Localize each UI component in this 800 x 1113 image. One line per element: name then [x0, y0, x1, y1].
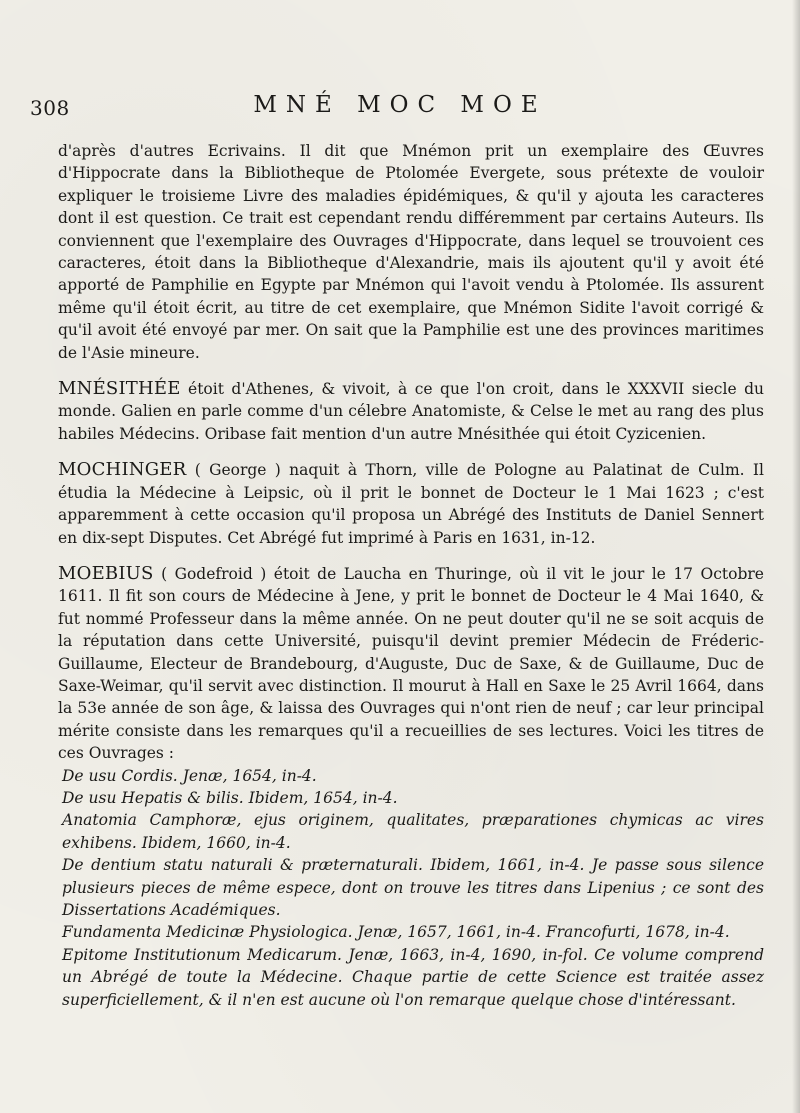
- entry-mochinger: [58, 459, 764, 549]
- spacer: [58, 549, 764, 563]
- entry-text-moebius: ( Godefroid ) étoit de Laucha en Thuringe, où il vit le jour le 17 Octobre 1611. Il fit son cours de Médecine à Jene, y prit le bonnet de Docteur le 4 Mai 1640, & fut nommé Professeur dans la même année. On ne peut douter qu'il ne se soit acquis de la réputation dans cette Université, puisqu'il devint premier Médecin de Fréderic-Guillaume, Electeur de Brandebourg, d'Auguste, Duc de Saxe, & de Guillaume, Duc de Saxe-Weimar, qu'il servit avec distinction. Il mourut à Hall en Saxe le 25 Avril 1664, dans la 53e année de son âge, & laissa des Ouvrages qui n'ont rien de neuf ; car leur principal mérite consiste dans les remarques qu'il a recueillies de ses lectures. Voici les titres de ces Ouvrages :: [58, 564, 764, 763]
- work-title: Fundamenta Medicinæ Physiologica. Jenæ, 1657, 1661, in-4. Francofurti, 1678, in-4.: [62, 923, 730, 942]
- entry-text-mnesithee: étoit d'Athenes, & vivoit, à ce que l'on croit, dans le XXXVII siecle du monde. Galien en parle comme d'un célebre Anatomiste, & Celse le met au rang des plus habiles Médecins. Oribase fait mention d'un autre Mnésithée qui étoit Cyzicenien.: [58, 380, 764, 443]
- page-number: 308: [30, 96, 70, 120]
- running-title: MNÉ MOC MOE: [253, 92, 547, 118]
- paragraph-mnemon-continued: d'après d'autres Ecrivains. Il dit que Mnémon prit un exemplaire des Œuvres d'Hippocrate dans la Bibliotheque de Ptolomée Evergete, sous prétexte de vouloir expliquer le troisieme Livre des maladies épidémiques, & qu'il y ajouta les caracteres dont il est question. Ce trait est cependant rendu différemment par certains Auteurs. Ils conviennent que l'exemplaire des Ouvrages d'Hippocrate, dans lequel se trouvoient ces caracteres, étoit dans la Bibliotheque d'Alexandrie, mais ils ajoutent qu'il y avoit été apporté de Pamphilie en Egypte par Mnémon qui l'avoit vendu à Ptolomée. Ils assurent même qu'il étoit écrit, au titre de cet exemplaire, que Mnémon Sidite l'avoit corrigé & qu'il avoit été envoyé par mer. On sait que la Pamphilie est une des provinces maritimes de l'Asie mineure.: [58, 142, 764, 362]
- works-list: [58, 765, 764, 1011]
- running-head: [30, 92, 770, 122]
- headword-mnesithee: MNÉSITHÉE: [58, 378, 181, 400]
- page-edge-shadow: [792, 0, 800, 1113]
- work-title: Anatomia Camphoræ, ejus originem, qualitates, præparationes chymicas ac vires exhibens. Ibidem, 1660, in-4.: [62, 811, 764, 852]
- work-title: De dentium statu naturali & præternaturali. Ibidem, 1661, in-4. Je passe sous silence plusieurs pieces de même espece, dont on trouve les titres dans Lipenius ; ce sont des Dissertations Académiques.: [62, 856, 764, 919]
- entry-text-mochinger: ( George ) naquit à Thorn, ville de Pologne au Palatinat de Culm. Il étudia la Médecine à Leipsic, où il prit le bonnet de Docteur le 1 Mai 1623 ; c'est apparemment à cette occasion qu'il proposa un Abrégé des Instituts de Daniel Sennert en dix-sept Disputes. Cet Abrégé fut imprimé à Paris en 1631, in-12.: [58, 461, 764, 547]
- work-title: Epitome Institutionum Medicarum. Jenæ, 1663, in-4, 1690, in-fol. Ce volume comprend un Abrégé de toute la Médecine. Chaque partie de cette Science est traitée assez superficiellement, & il n'en est aucune où l'on remarque quelque chose d'intéressant.: [62, 945, 764, 1009]
- work-title: De usu Cordis. Jenæ, 1654, in-4.: [62, 766, 317, 785]
- spacer: [58, 364, 764, 378]
- headword-moebius: MOEBIUS: [58, 562, 154, 584]
- spacer: [58, 445, 764, 459]
- headword-mochinger: MOCHINGER: [58, 459, 187, 481]
- work-title: De usu Hepatis & bilis. Ibidem, 1654, in-4.: [62, 788, 398, 807]
- entry-moebius: [58, 563, 764, 765]
- body-text: [58, 140, 764, 1011]
- entry-mnesithee: [58, 378, 764, 445]
